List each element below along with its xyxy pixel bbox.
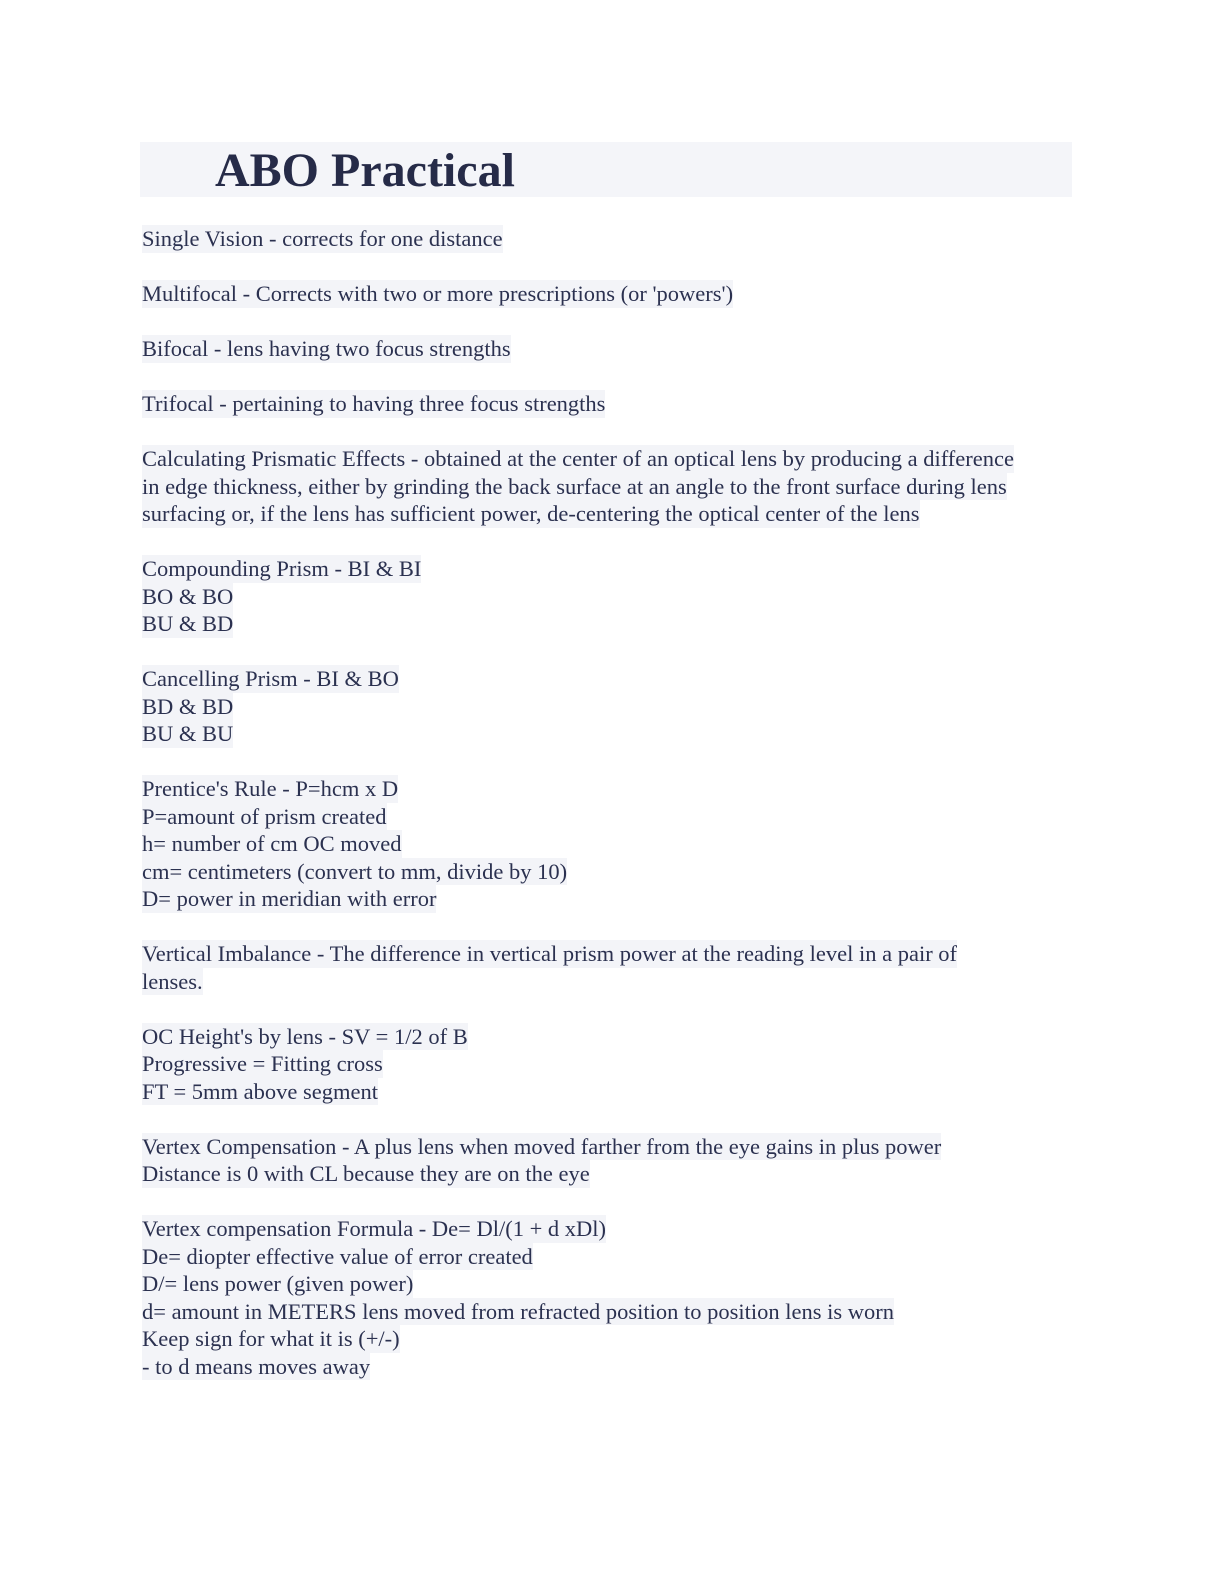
term-detail-line: lenses. [142,968,203,994]
document-body [142,225,1077,1408]
term-definition: Vertex Compensation - A plus lens when moved farther from the eye gains in plus power [142,1133,942,1159]
term-detail-line: D/= lens power (given power) [142,1271,414,1296]
term-block [142,775,1077,913]
term-block [142,555,1077,638]
term-detail-line: P=amount of prism created [142,803,387,829]
term-detail-line: BO & BO [142,583,234,609]
term-block [142,445,1077,528]
term-block [142,335,1077,363]
term-detail-line: Progressive = Fitting cross [142,1051,383,1076]
term-detail-line: h= number of cm OC moved [142,831,402,856]
title-bar [140,142,1072,197]
term-definition: Bifocal - lens having two focus strengths [142,336,511,361]
term-detail-line: D= power in meridian with error [142,886,437,911]
term-definition: Cancelling Prism - BI & BO [142,666,399,691]
term-detail-line: BD & BD [142,693,234,719]
term-definition: Calculating Prismatic Effects - obtained at the center of an optical lens by producing a difference [142,446,1014,471]
term-detail-line: - to d means moves away [142,1353,371,1379]
term-block [142,225,1077,253]
term-detail-line: cm= centimeters (convert to mm, divide by 10) [142,858,568,884]
term-block [142,280,1077,308]
term-block [142,940,1077,995]
term-detail-line: d= amount in METERS lens moved from refracted position to position lens is worn [142,1298,894,1324]
page-title: ABO Practical [215,144,515,197]
term-block [142,1215,1077,1380]
term-definition: OC Height's by lens - SV = 1/2 of B [142,1023,468,1049]
term-definition: Vertical Imbalance - The difference in vertical prism power at the reading level in a pair of [142,941,958,966]
term-detail-line: FT = 5mm above segment [142,1078,378,1104]
term-block [142,665,1077,748]
term-detail-line: De= diopter effective value of error created [142,1243,533,1269]
term-detail-line: BU & BU [142,721,234,746]
term-definition: Compounding Prism - BI & BI [142,556,422,581]
term-detail-line: surfacing or, if the lens has sufficient power, de-centering the optical center of the lens [142,501,920,526]
term-detail-line: BU & BD [142,611,234,636]
term-block [142,1133,1077,1188]
term-block [142,390,1077,418]
term-detail-line: Keep sign for what it is (+/-) [142,1326,400,1351]
term-definition: Multifocal - Corrects with two or more prescriptions (or 'powers') [142,281,734,306]
term-block [142,1023,1077,1106]
term-definition: Single Vision - corrects for one distance [142,226,503,251]
term-detail-line: Distance is 0 with CL because they are on the eye [142,1161,590,1186]
term-detail-line: in edge thickness, either by grinding the back surface at an angle to the front surface during lens [142,473,1007,499]
term-definition: Trifocal - pertaining to having three focus strengths [142,391,606,416]
term-definition: Vertex compensation Formula - De= Dl/(1 + d xDl) [142,1216,607,1241]
term-definition: Prentice's Rule - P=hcm x D [142,776,399,801]
